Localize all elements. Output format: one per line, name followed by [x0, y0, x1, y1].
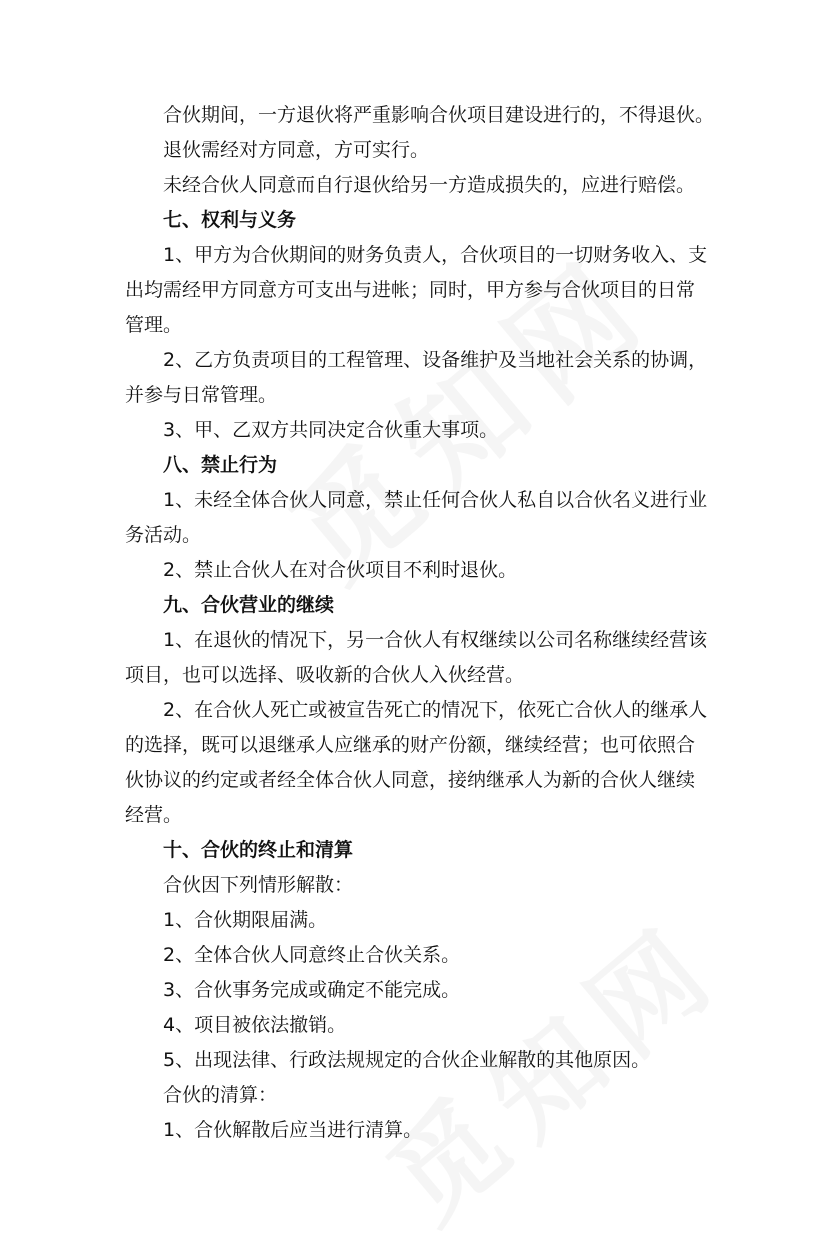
section-heading: 十、合伙的终止和清算	[163, 839, 354, 861]
paragraph-line: 1、合伙期限届满。	[163, 909, 328, 931]
paragraph-line: 合伙的清算：	[163, 1084, 278, 1106]
section-heading: 七、权利与义务	[163, 209, 297, 231]
document-page	[125, 98, 725, 1148]
section-heading: 九、合伙营业的继续	[163, 594, 335, 616]
paragraph-line: 合伙因下列情形解散：	[163, 874, 354, 896]
paragraph-line: 3、合伙事务完成或确定不能完成。	[163, 979, 461, 1001]
paragraph-line: 经营。	[125, 804, 183, 826]
paragraph-line: 3、甲、乙双方共同决定合伙重大事项。	[163, 419, 499, 441]
paragraph-line: 2、禁止合伙人在对合伙项目不利时退伙。	[163, 559, 518, 581]
paragraph-line: 管理。	[125, 314, 183, 336]
paragraph-line: 1、未经全体合伙人同意，禁止任何合伙人私自以合伙名义进行业	[163, 489, 708, 511]
paragraph-line: 的选择，既可以退继承人应继承的财产份额，继续经营；也可依照合	[125, 734, 696, 756]
paragraph-line: 1、合伙解散后应当进行清算。	[163, 1119, 423, 1141]
paragraph-line: 并参与日常管理。	[125, 384, 278, 406]
paragraph-line: 2、在合伙人死亡或被宣告死亡的情况下，依死亡合伙人的继承人	[163, 699, 708, 721]
paragraph-line: 合伙期间，一方退伙将严重影响合伙项目建设进行的，不得退伙。	[163, 104, 715, 126]
paragraph-line: 1、在退伙的情况下，另一合伙人有权继续以公司名称继续经营该	[163, 629, 708, 651]
paragraph-line: 5、出现法律、行政法规规定的合伙企业解散的其他原因。	[163, 1049, 651, 1071]
paragraph-line: 出均需经甲方同意方可支出与进帐；同时，甲方参与合伙项目的日常	[125, 279, 696, 301]
paragraph-line: 伙协议的约定或者经全体合伙人同意，接纳继承人为新的合伙人继续	[125, 769, 696, 791]
section-heading: 八、禁止行为	[163, 454, 278, 476]
paragraph-line: 务活动。	[125, 524, 202, 546]
paragraph-line: 退伙需经对方同意，方可实行。	[163, 139, 430, 161]
paragraph-line: 2、乙方负责项目的工程管理、设备维护及当地社会关系的协调，	[163, 349, 708, 371]
paragraph-line: 2、全体合伙人同意终止合伙关系。	[163, 944, 461, 966]
paragraph-line: 1、甲方为合伙期间的财务负责人，合伙项目的一切财务收入、支	[163, 244, 708, 266]
paragraph-line: 4、项目被依法撤销。	[163, 1014, 347, 1036]
paragraph-line: 项目，也可以选择、吸收新的合伙人入伙经营。	[125, 664, 525, 686]
paragraph-line: 未经合伙人同意而自行退伙给另一方造成损失的，应进行赔偿。	[163, 174, 696, 196]
